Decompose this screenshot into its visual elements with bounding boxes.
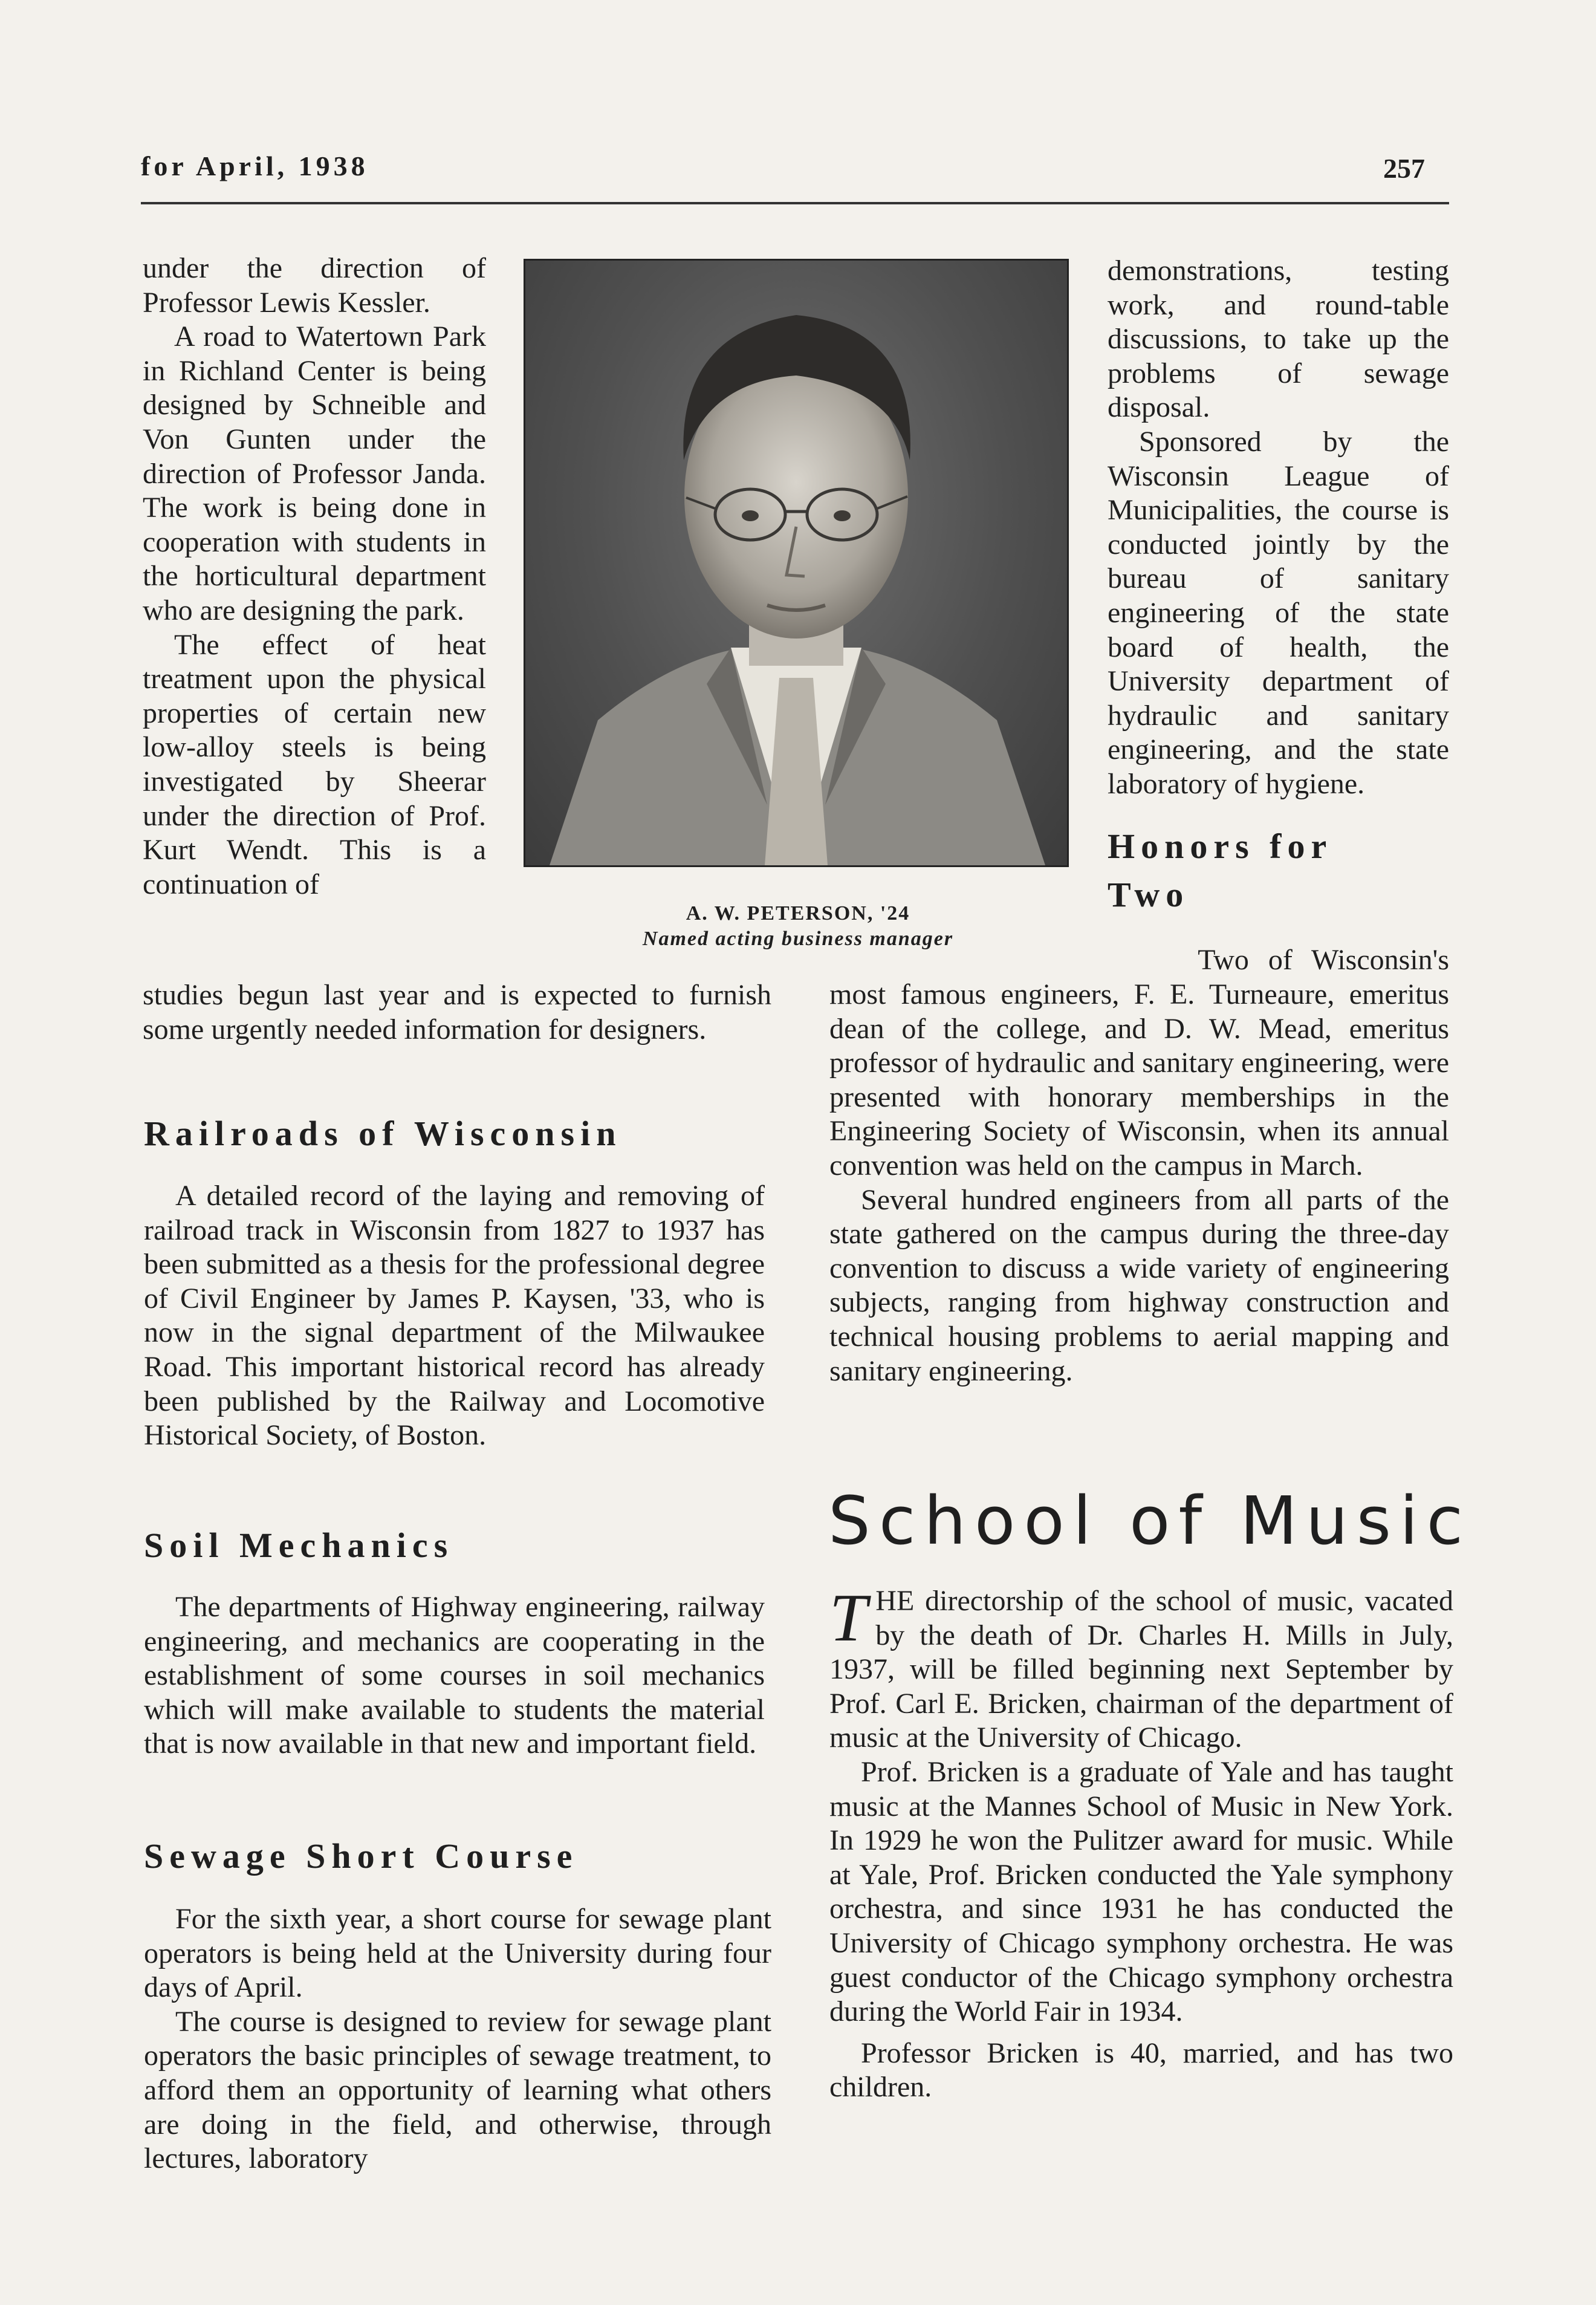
honors-opening xyxy=(1158,943,1449,978)
paragraph: Professor Bricken is 40, married, and has two children. xyxy=(829,2037,1453,2104)
honors-text xyxy=(829,978,1449,1388)
issue-date: for April, 1938 xyxy=(141,151,369,181)
paragraph: The course is designed to review for sewage plant operators the basic principles of sewage treatment, to afford them an opportunity of learning what others are doing in the field, and otherwise, through lectures, laboratory xyxy=(144,2005,771,2175)
paragraph: Prof. Bricken is a graduate of Yale and has taught music at the Mannes School of Music in New York. In 1929 he won the Pulitzer award for music. While at Yale, Prof. Bricken conducted the Yale symphony orchestra, and since 1931 he has conducted the University of Chicago symphony orchestra. He was guest conductor of the Chicago symphony orchestra during the World Fair in 1934. xyxy=(829,1755,1453,2028)
left-top-text xyxy=(143,252,486,902)
music-text xyxy=(829,1581,1453,2105)
drop-cap: T xyxy=(829,1581,868,1656)
paragraph: Several hundred engineers from all parts of the state gathered on the campus during the three-day convention to discuss a wide variety of engineering subjects, ranging from highway construction and technical housing problems to aerial mapping and sanitary engineering. xyxy=(829,1183,1449,1387)
left-top-continuation xyxy=(143,978,771,1047)
railroads-text xyxy=(144,1179,765,1453)
sewage-heading: Sewage Short Course xyxy=(144,1836,579,1876)
paragraph: A detailed record of the laying and removing of railroad track in Wisconsin from 1827 to 1937 has been submitted as a thesis for the professional degree of Civil Engineer by James P. Kaysen, '33, who is now in the signal department of the Milwaukee Road. This important historical record has already been published by the Railway and Locomotive Historical Society, of Boston. xyxy=(144,1180,765,1452)
paragraph: Sponsored by the Wisconsin League of Municipalities, the course is conducted jointly by the bureau of sanitary engineering of the state board of health, the University department of hydraulic and sanitary engineering, and the state laboratory of hygiene. xyxy=(1108,425,1449,800)
railroads-heading: Railroads of Wisconsin xyxy=(144,1114,622,1153)
paragraph: studies begun last year and is expected to furnish some urgently needed information for designers. xyxy=(143,979,771,1045)
paragraph: The departments of Highway engineering, railway engineering, and mechanics are cooperating in the establishment of some courses in soil mechanics which will make available to students the material that is now available in that new and important field. xyxy=(144,1591,765,1760)
soil-text xyxy=(144,1590,765,1761)
page-number: 257 xyxy=(1383,153,1425,184)
header-rule xyxy=(141,202,1449,204)
photo-caption xyxy=(565,901,1031,952)
paragraph: Two of Wisconsin's xyxy=(1198,944,1449,976)
paragraph: THE directorship of the school of music, vacated by the death of Dr. Charles H. Mills in July, 1937, will be filled beginning next September by Prof. Carl E. Bricken, chairman of the department of music at the University of Chicago. xyxy=(829,1581,1453,1754)
paragraph: A road to Watertown Park in Richland Center is being designed by Schneible and Von Gunten under the direction of Professor Janda. The work is being done in cooperation with students in the horticultural department who are designing the park. xyxy=(143,320,486,626)
caption-subtitle: Named acting business manager xyxy=(642,928,954,950)
paragraph: demonstrations, testing work, and round-table discussions, to take up the problems of sewage disposal. xyxy=(1108,255,1449,424)
paragraph: For the sixth year, a short course for sewage plant operators is being held at the University during four days of April. xyxy=(144,1903,771,2004)
music-heading: School of Music xyxy=(828,1482,1472,1559)
paragraph: most famous engineers, F. E. Turneaure, emeritus dean of the college, and D. W. Mead, emeritus professor of hydraulic and sanitary engineering, were presented with honorary memberships in the Engineering Society of Wisconsin, when its annual convention was held on the campus in March. xyxy=(829,978,1449,1182)
paragraph: The effect of heat treatment upon the physical properties of certain new low-alloy steels is being investigated by Sheerar under the direction of Prof. Kurt Wendt. This is a continuation of xyxy=(143,628,486,900)
paragraph: under the direction of Professor Lewis Kessler. xyxy=(143,252,486,319)
portrait-illustration xyxy=(525,261,1067,865)
caption-name: A. W. PETERSON, '24 xyxy=(686,902,910,925)
honors-heading: Honors for Two xyxy=(1108,827,1333,914)
right-top-text xyxy=(1108,254,1449,802)
soil-heading: Soil Mechanics xyxy=(144,1526,454,1565)
portrait-photo xyxy=(524,259,1069,867)
sewage-text xyxy=(144,1902,771,2176)
